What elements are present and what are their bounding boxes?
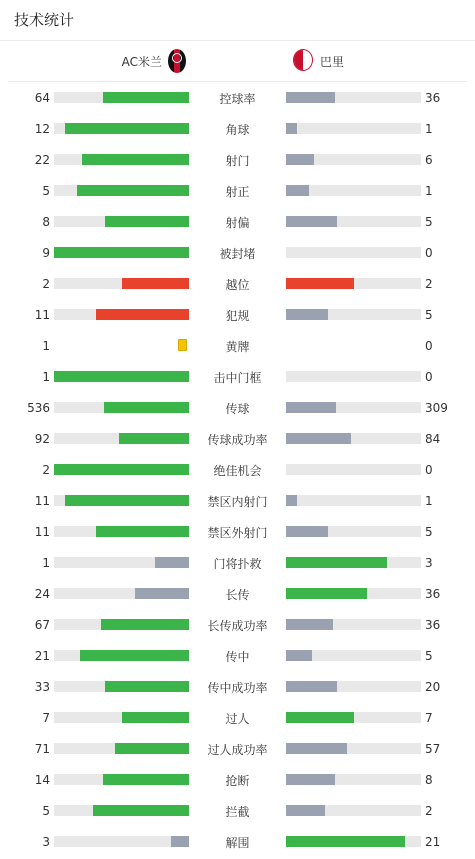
away-value: 20: [425, 680, 441, 694]
away-bar-track: [286, 526, 421, 537]
home-bar-fill: [77, 185, 189, 196]
home-bar-track: [54, 743, 189, 754]
stat-label: 禁区外射门: [207, 526, 268, 540]
home-bar-fill: [105, 681, 189, 692]
away-value: 309: [425, 401, 448, 415]
away-bar-track: [286, 557, 421, 568]
away-value: 36: [425, 618, 441, 632]
stat-row: [0, 425, 475, 456]
away-bar-fill: [286, 92, 335, 103]
away-bar-track: [286, 278, 421, 289]
away-bar-fill: [286, 402, 336, 413]
away-bar-fill: [286, 185, 309, 196]
away-bar-track: [286, 743, 421, 754]
home-bar-track: [54, 433, 189, 444]
home-value: 1: [42, 370, 50, 384]
away-bar-fill: [286, 495, 297, 506]
away-bar-track: [286, 650, 421, 661]
away-value: 0: [425, 463, 433, 477]
away-bar-fill: [286, 805, 325, 816]
home-bar-track: [54, 588, 189, 599]
stat-row: [0, 704, 475, 735]
away-value: 5: [425, 649, 433, 663]
home-bar-track: [54, 650, 189, 661]
home-bar-track: [54, 526, 189, 537]
home-bar-track: [54, 836, 189, 847]
stat-row: [0, 270, 475, 301]
home-value: 8: [42, 215, 50, 229]
away-bar-track: [286, 402, 421, 413]
away-value: 36: [425, 587, 441, 601]
home-bar-track: [54, 92, 189, 103]
stat-label: 射偏: [225, 216, 250, 230]
stat-label: 门将扑救: [213, 557, 262, 571]
away-bar-track: [286, 712, 421, 723]
home-bar-fill: [155, 557, 189, 568]
team-divider: [8, 81, 467, 82]
home-value: 14: [34, 773, 50, 787]
home-bar-fill: [122, 278, 190, 289]
away-value: 1: [425, 122, 433, 136]
away-bar-track: [286, 805, 421, 816]
stat-row: [0, 146, 475, 177]
stat-row: [0, 363, 475, 394]
stat-label: 长传成功率: [207, 619, 268, 633]
away-bar-track: [286, 619, 421, 630]
stat-row: [0, 642, 475, 673]
away-value: 5: [425, 525, 433, 539]
away-value: 2: [425, 277, 433, 291]
away-bar-fill: [286, 712, 354, 723]
away-value: 2: [425, 804, 433, 818]
away-bar-track: [286, 92, 421, 103]
away-bar-track: [286, 774, 421, 785]
home-bar-track: [54, 557, 189, 568]
home-value: 1: [42, 556, 50, 570]
home-bar-fill: [103, 92, 189, 103]
home-bar-fill: [103, 774, 189, 785]
home-value: 11: [34, 525, 50, 539]
home-bar-track: [54, 185, 189, 196]
home-bar-track: [54, 619, 189, 630]
stat-row: [0, 332, 475, 363]
home-bar-track: [54, 805, 189, 816]
home-value: 64: [34, 91, 50, 105]
stat-row: [0, 766, 475, 797]
away-bar-fill: [286, 154, 314, 165]
home-bar-fill: [171, 836, 189, 847]
away-bar-fill: [286, 557, 387, 568]
stat-label: 击中门框: [213, 371, 262, 385]
home-bar-fill: [80, 650, 189, 661]
home-value: 92: [34, 432, 50, 446]
away-value: 84: [425, 432, 441, 446]
away-value: 5: [425, 308, 433, 322]
home-bar-fill: [96, 309, 189, 320]
away-bar-track: [286, 216, 421, 227]
stat-row: [0, 673, 475, 704]
stat-label: 黄牌: [225, 340, 250, 354]
stat-label: 传球成功率: [207, 433, 268, 447]
stat-row: [0, 611, 475, 642]
stat-label: 绝佳机会: [213, 464, 262, 478]
stat-row: [0, 456, 475, 487]
away-team-logo: [293, 49, 313, 71]
home-value: 11: [34, 308, 50, 322]
away-bar-fill: [286, 433, 351, 444]
away-bar-track: [286, 247, 421, 258]
stat-label: 犯规: [225, 309, 250, 323]
stat-label: 禁区内射门: [207, 495, 268, 509]
home-value: 21: [34, 649, 50, 663]
stat-row: [0, 549, 475, 580]
away-bar-track: [286, 185, 421, 196]
home-team-logo: [168, 49, 186, 73]
home-bar-track: [54, 247, 189, 258]
away-bar-fill: [286, 743, 347, 754]
home-bar-fill: [82, 154, 189, 165]
home-bar-track: [54, 495, 189, 506]
home-value: 5: [42, 804, 50, 818]
away-bar-fill: [286, 309, 328, 320]
away-bar-track: [286, 433, 421, 444]
away-value: 1: [425, 184, 433, 198]
home-bar-track: [54, 681, 189, 692]
stat-row: [0, 394, 475, 425]
home-bar-track: [54, 402, 189, 413]
stat-row: [0, 518, 475, 549]
away-value: 6: [425, 153, 433, 167]
home-bar-fill: [104, 402, 189, 413]
home-value: 24: [34, 587, 50, 601]
away-bar-fill: [286, 278, 354, 289]
away-bar-fill: [286, 774, 335, 785]
stat-label: 抢断: [225, 774, 250, 788]
home-bar-track: [54, 216, 189, 227]
away-bar-track: [286, 681, 421, 692]
home-value: 33: [34, 680, 50, 694]
away-bar-fill: [286, 681, 337, 692]
away-bar-track: [286, 371, 421, 382]
stat-label: 角球: [225, 123, 250, 137]
home-value: 71: [34, 742, 50, 756]
stat-label: 射正: [225, 185, 250, 199]
team-header: [0, 41, 475, 81]
home-bar-track: [54, 123, 189, 134]
stat-label: 被封堵: [219, 247, 256, 261]
home-bar-fill: [93, 805, 189, 816]
away-value: 1: [425, 494, 433, 508]
away-bar-track: [286, 588, 421, 599]
away-bar-track: [286, 836, 421, 847]
stat-label: 解围: [225, 836, 250, 850]
stat-label: 射门: [225, 154, 250, 168]
away-value: 7: [425, 711, 433, 725]
away-bar-fill: [286, 526, 328, 537]
away-value: 8: [425, 773, 433, 787]
stat-label: 过人: [225, 712, 250, 726]
home-bar-fill: [101, 619, 189, 630]
home-bar-fill: [105, 216, 189, 227]
home-bar-fill: [135, 588, 189, 599]
home-value: 9: [42, 246, 50, 260]
yellow-card-icon: [178, 339, 187, 351]
stat-label: 传球: [225, 402, 250, 416]
home-team-name: AC米兰: [121, 55, 162, 69]
stat-row: [0, 797, 475, 828]
away-value: 3: [425, 556, 433, 570]
away-value: 5: [425, 215, 433, 229]
home-value: 67: [34, 618, 50, 632]
stat-row: [0, 735, 475, 766]
home-bar-track: [54, 154, 189, 165]
stat-label: 传中: [225, 650, 250, 664]
home-bar-track: [54, 309, 189, 320]
home-value: 2: [42, 463, 50, 477]
stat-row: [0, 208, 475, 239]
away-team-name: 巴里: [320, 55, 345, 69]
stats-list: [0, 84, 475, 859]
home-bar-fill: [65, 123, 189, 134]
home-value: 22: [34, 153, 50, 167]
page-title: 技术统计: [14, 11, 75, 29]
home-bar-fill: [65, 495, 189, 506]
away-bar-track: [286, 495, 421, 506]
away-bar-fill: [286, 216, 337, 227]
home-value: 2: [42, 277, 50, 291]
home-bar-fill: [54, 371, 189, 382]
home-bar-fill: [54, 247, 189, 258]
away-value: 0: [425, 246, 433, 260]
home-bar-track: [54, 712, 189, 723]
stat-row: [0, 84, 475, 115]
home-bar-track: [54, 371, 189, 382]
away-bar-fill: [286, 836, 405, 847]
home-bar-fill: [122, 712, 190, 723]
stat-label: 拦截: [225, 805, 250, 819]
stat-row: [0, 301, 475, 332]
home-value: 12: [34, 122, 50, 136]
stat-row: [0, 828, 475, 859]
away-bar-fill: [286, 123, 297, 134]
away-bar-fill: [286, 619, 333, 630]
away-value: 36: [425, 91, 441, 105]
stat-row: [0, 580, 475, 611]
stat-row: [0, 115, 475, 146]
home-value: 7: [42, 711, 50, 725]
home-bar-track: [54, 774, 189, 785]
home-value: 11: [34, 494, 50, 508]
stat-label: 越位: [225, 278, 250, 292]
home-bar-fill: [119, 433, 189, 444]
home-bar-fill: [54, 464, 189, 475]
stat-label: 过人成功率: [207, 743, 268, 757]
home-value: 3: [42, 835, 50, 849]
home-bar-fill: [96, 526, 189, 537]
home-bar-track: [54, 278, 189, 289]
away-bar-track: [286, 309, 421, 320]
away-value: 0: [425, 370, 433, 384]
home-bar-fill: [115, 743, 189, 754]
away-bar-fill: [286, 650, 312, 661]
stat-row: [0, 239, 475, 270]
stat-label: 长传: [225, 588, 250, 602]
away-bar-fill: [286, 588, 367, 599]
stat-row: [0, 487, 475, 518]
stat-label: 控球率: [219, 92, 256, 106]
away-bar-track: [286, 464, 421, 475]
home-value: 1: [42, 339, 50, 353]
away-bar-track: [286, 123, 421, 134]
away-value: 57: [425, 742, 441, 756]
home-value: 5: [42, 184, 50, 198]
away-value: 0: [425, 339, 433, 353]
stat-row: [0, 177, 475, 208]
away-value: 21: [425, 835, 441, 849]
away-bar-track: [286, 154, 421, 165]
home-value: 536: [27, 401, 50, 415]
stat-label: 传中成功率: [207, 681, 268, 695]
home-bar-track: [54, 464, 189, 475]
